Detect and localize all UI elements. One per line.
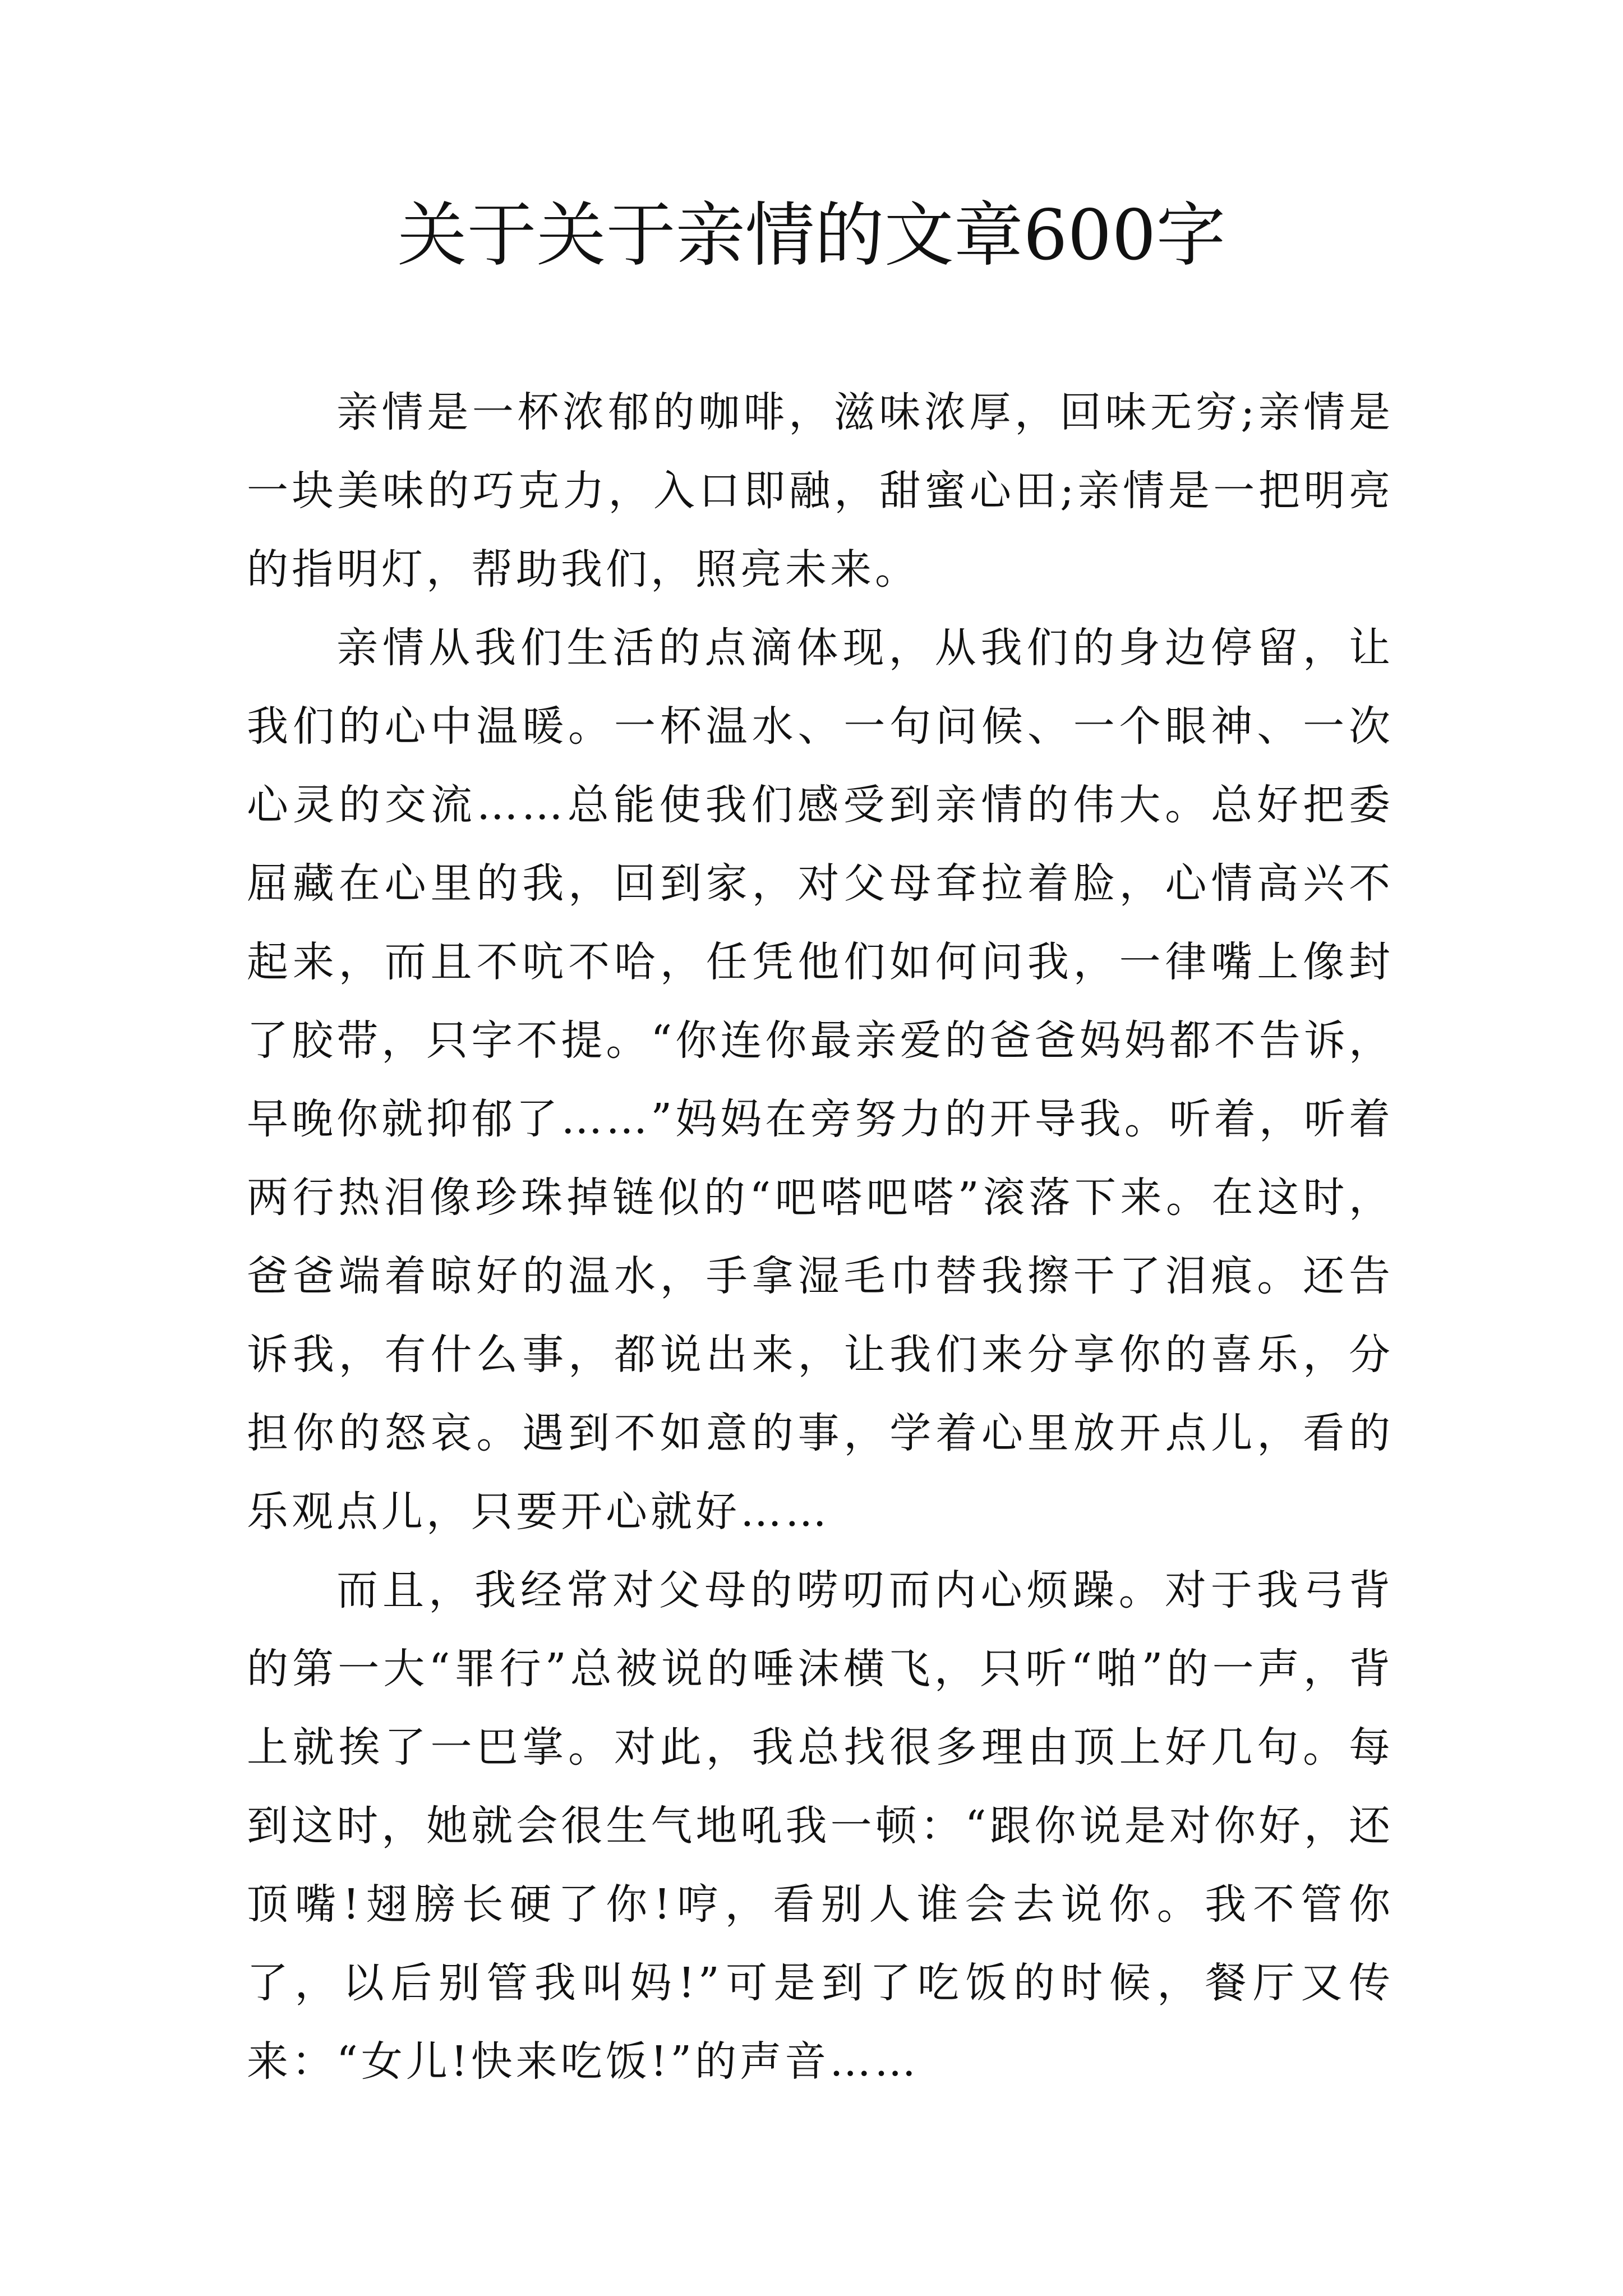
document-title: 关于关于亲情的文章600字	[397, 195, 1226, 276]
paragraph-2: 亲情从我们生活的点滴体现，从我们的身边停留，让我们的心中温暖。一杯温水、一句问候、一个眼神、一次心灵的交流……总能使我们感受到亲情的伟大。总好把委屈藏在心里的我，回到家，对父母耷拉着脸，心情高兴不起来，而且不吭不哈，任凭他们如何问我，一律嘴上像封了胶带，只字不提。“你连你最亲爱的爸爸妈妈都不告诉，早晚你就抑郁了……”妈妈在旁努力的开导我。听着，听着两行热泪像珍珠掉链似的“吧嗒吧嗒”滚落下来。在这时，爸爸端着晾好的温水，手拿湿毛巾替我擦干了泪痕。还告诉我，有什么事，都说出来，让我们来分享你的喜乐，分担你的怒哀。遇到不如意的事，学着心里放开点儿，看的乐观点儿，只要开心就好……	[247, 624, 1394, 1536]
paragraph-1: 亲情是一杯浓郁的咖啡，滋味浓厚，回味无穷;亲情是一块美味的巧克力，入口即融，甜蜜心田;亲情是一把明亮的指明灯，帮助我们，照亮未来。	[247, 388, 1394, 593]
document-body	[247, 373, 1394, 2101]
paragraph-3: 而且，我经常对父母的唠叨而内心烦躁。对于我弓背的第一大“罪行”总被说的唾沫横飞，只听“啪”的一声，背上就挨了一巴掌。对此，我总找很多理由顶上好几句。每到这时，她就会很生气地吼我一顿：“跟你说是对你好，还顶嘴!翅膀长硬了你!哼，看别人谁会去说你。我不管你了，以后别管我叫妈!”可是到了吃饭的时候，餐厅又传来：“女儿!快来吃饭!”的声音……	[247, 1566, 1394, 2086]
